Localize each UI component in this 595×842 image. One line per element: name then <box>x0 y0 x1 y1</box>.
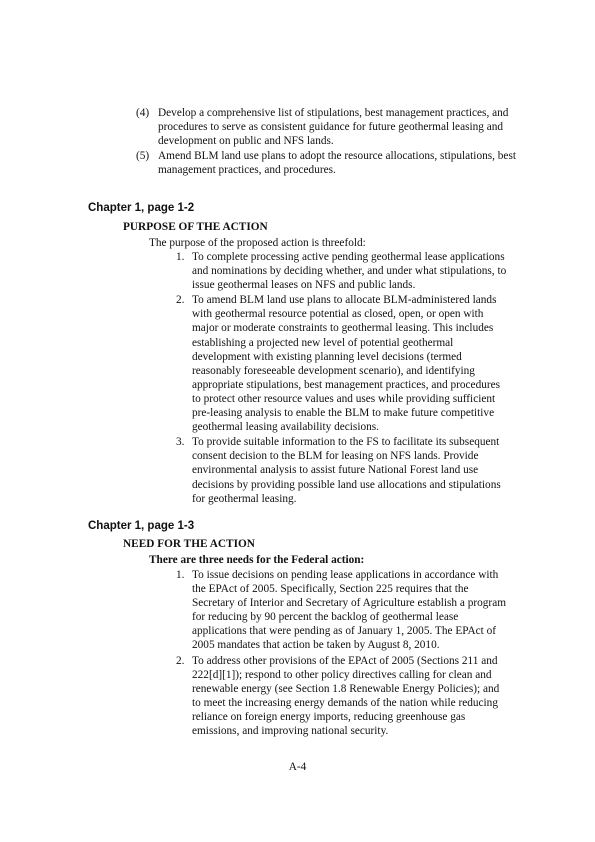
list-item-text: To complete processing active pending geothermal lease applications and nominations by deciding whether, and under what stipulations, to issue geothermal leases on NFS and public lands. <box>192 251 507 292</box>
list-item-text: To amend BLM land use plans to allocate BLM-administered lands with geothermal resource potential as closed, open, or open with major or moderate constraints to geothermal leasing. This includes establishing a projected new level of potential geothermal development with existing planning level decisions (termed reasonably foreseeable development scenario), and identifying appropriate stipulations, best management practices, and procedures to protect other resource values and uses while providing sufficient pre-leasing analysis to enable the BLM to make future competitive geothermal leasing availability decisions. <box>192 294 501 434</box>
list-item-text: To issue decisions on pending lease applications in accordance with the EPAct of 2005. Specifically, Section 225 requires that the Secretary of Interior and Secretary of Agriculture establish a program for reducing by 90 percent the backlog of geothermal lease applications that were pending as of January 1, 2005. The EPAct of 2005 mandates that action be taken by August 8, 2010. <box>192 569 506 652</box>
section-heading: PURPOSE OF THE ACTION <box>123 221 268 233</box>
section-intro: There are three needs for the Federal action: <box>149 554 365 566</box>
intro-list <box>0 106 595 178</box>
list-item-number: 1. <box>176 569 185 581</box>
chapter-heading: Chapter 1, page 1-3 <box>88 520 195 532</box>
list-item <box>0 106 518 148</box>
list-item <box>0 435 510 505</box>
list-item-number: 3. <box>176 436 185 449</box>
list-item-number: (5) <box>136 150 150 163</box>
list-item-number: (4) <box>136 107 150 119</box>
list-item <box>0 250 510 292</box>
page-number: A-4 <box>288 761 307 773</box>
section-intro: The purpose of the proposed action is threefold: <box>149 237 366 249</box>
section-heading: NEED FOR THE ACTION <box>123 538 255 550</box>
chapter-heading: Chapter 1, page 1-2 <box>88 202 195 214</box>
list-item-text: Amend BLM land use plans to adopt the resource allocations, stipulations, best management practices, and procedures. <box>158 150 516 177</box>
list-item-number: 2. <box>176 294 185 307</box>
list-item <box>0 568 510 653</box>
list-item-text: To provide suitable information to the FS to facilitate its subsequent consent decision to the BLM for leasing on NFS lands. Provide environmental analysis to assist future National Forest land use decisions by providing possible land use allocations and stipulations for geothermal leasing. <box>192 436 501 505</box>
list-item <box>0 149 518 177</box>
list-item-text: Develop a comprehensive list of stipulations, best management practices, and procedures to serve as consistent guidance for future geothermal leasing and development on public and NFS lands. <box>158 107 509 148</box>
list-item-number: 1. <box>176 251 185 263</box>
list-item <box>0 293 510 434</box>
need-list <box>0 568 595 739</box>
list-item-text: To address other provisions of the EPAct of 2005 (Sections 211 and 222[d][1]); respond to other policy directives calling for clean and renewable energy (see Section 1.8 Renewable Energy Policies); and to meet the increasing energy demands of the nation while reducing reliance on foreign energy imports, reducing greenhouse gas emissions, and improving national security. <box>192 654 500 738</box>
list-item-number: 2. <box>176 654 185 667</box>
purpose-list <box>0 250 595 507</box>
list-item <box>0 654 510 739</box>
